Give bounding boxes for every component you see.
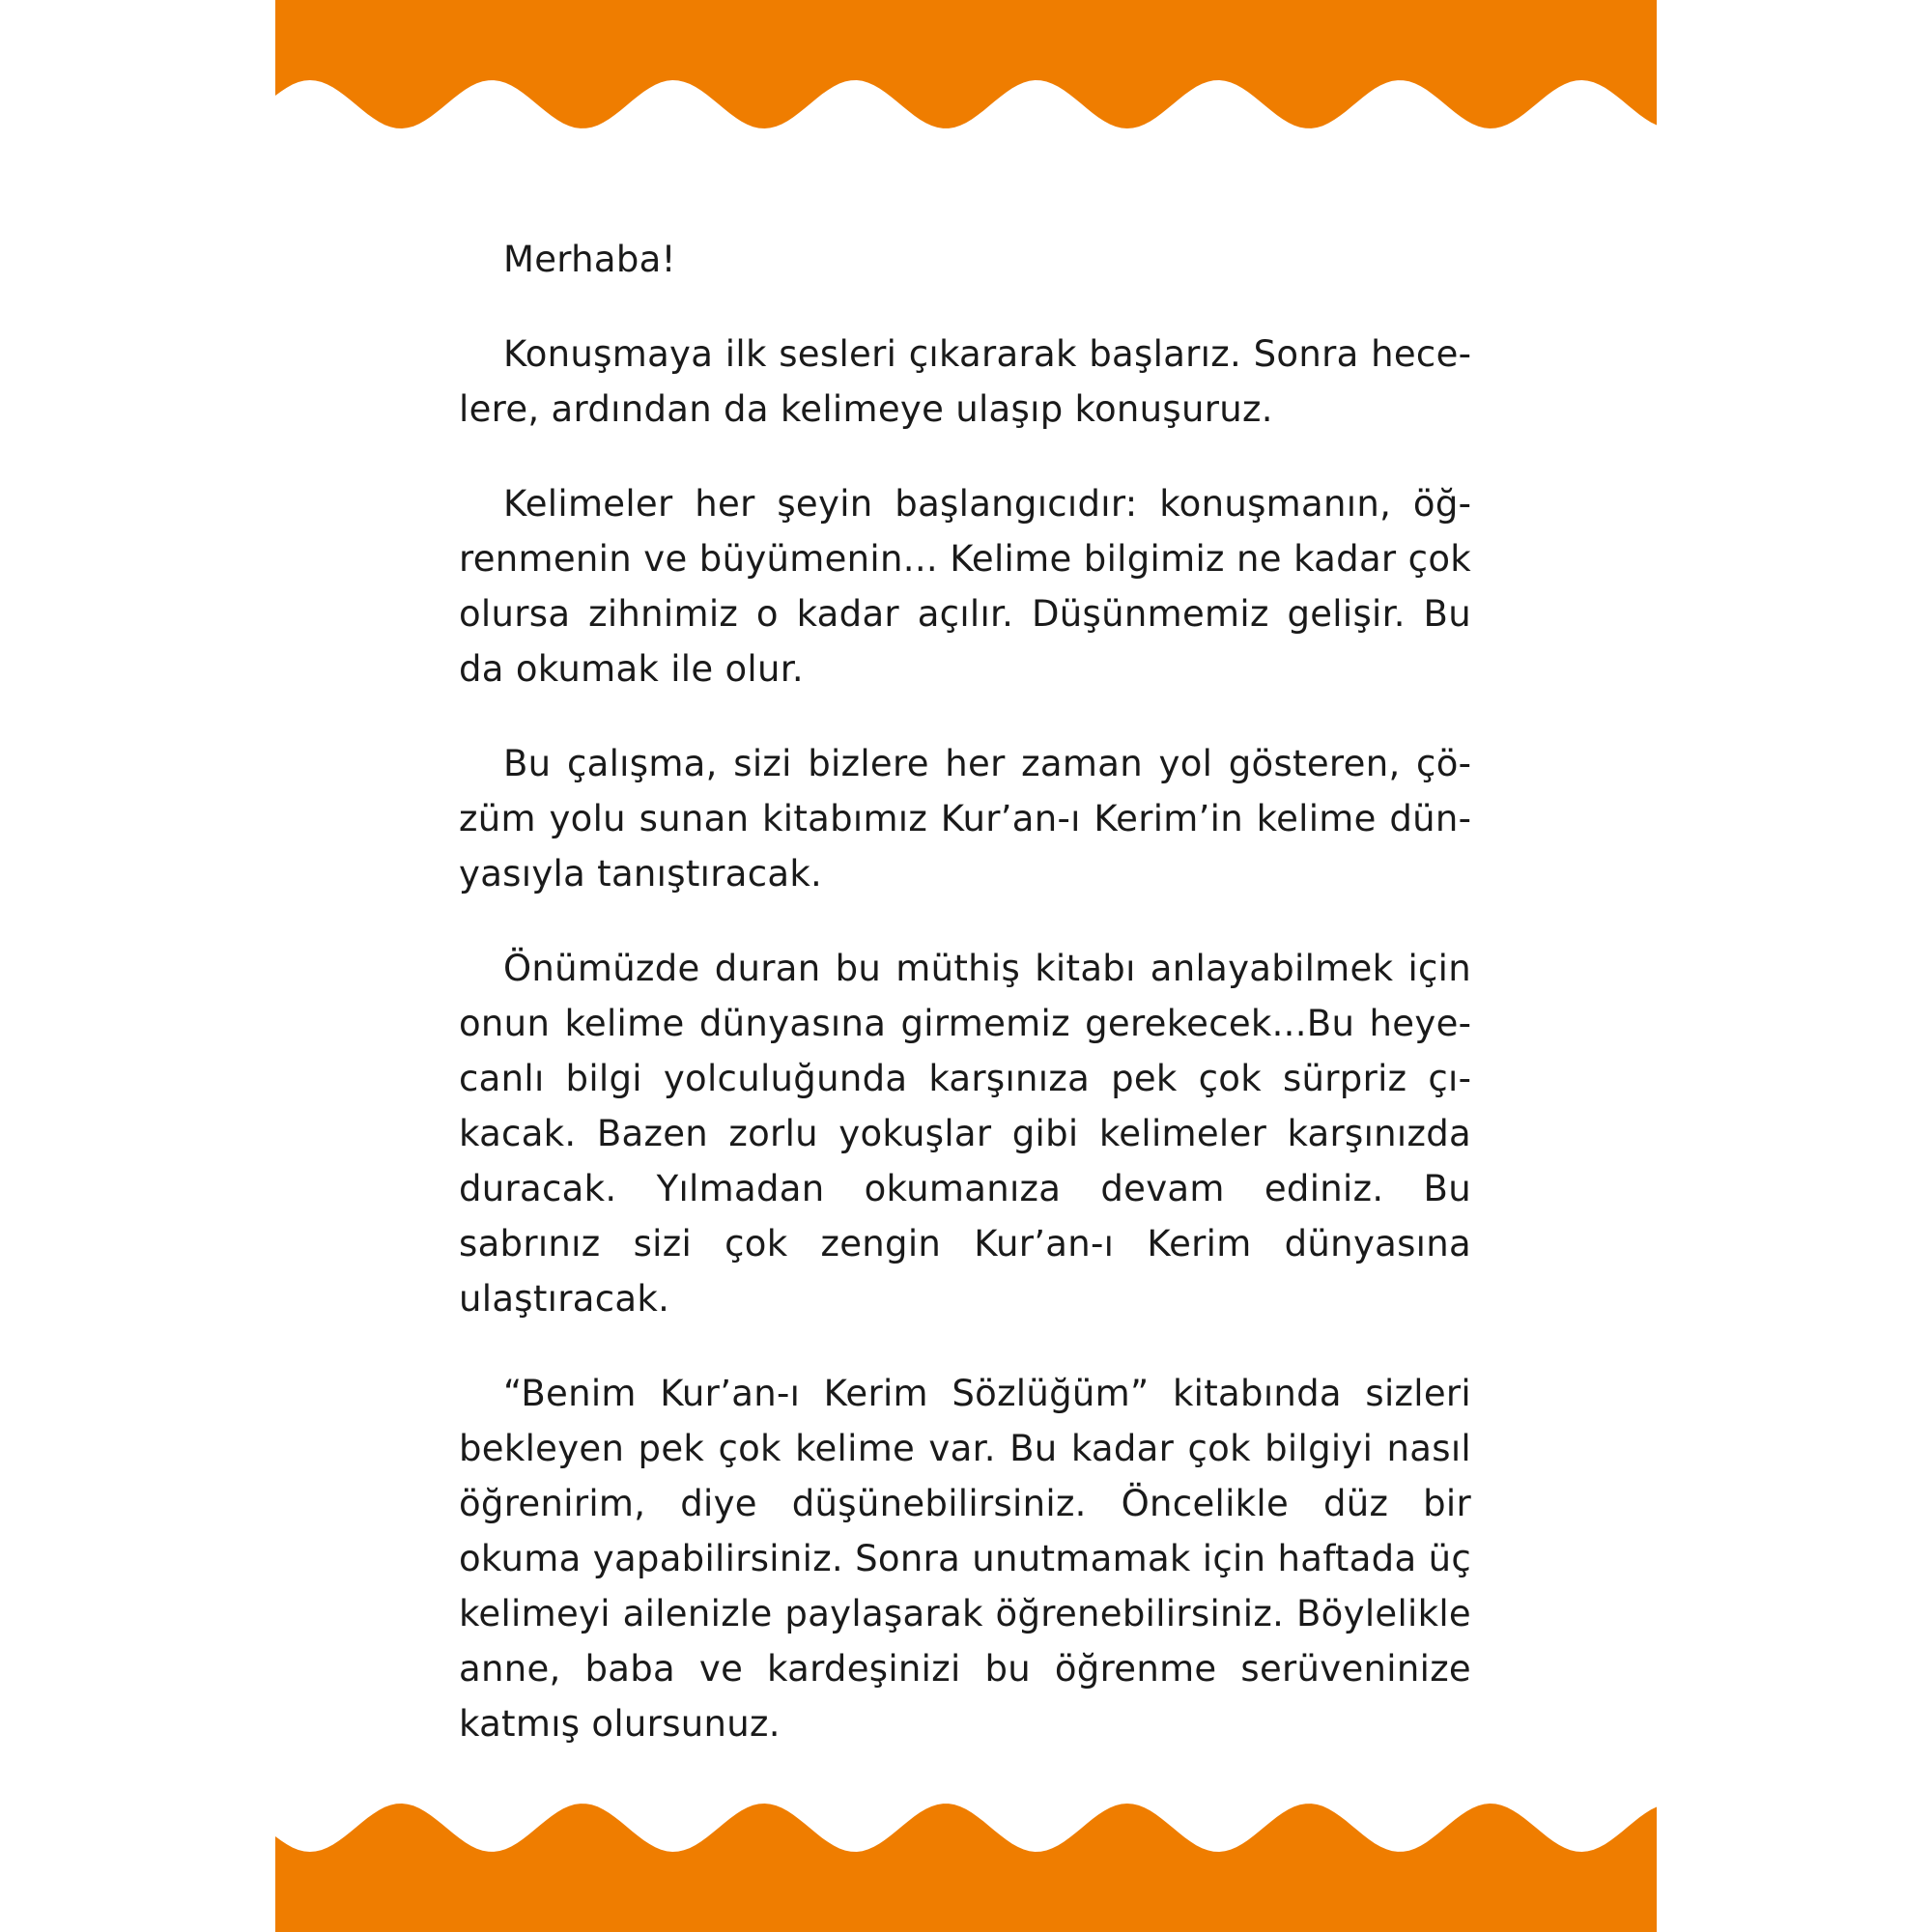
top-wave-border bbox=[275, 0, 1657, 135]
paragraph-words: Kelimeler her şeyin başlangıcıdır: konuşmanın, öğrenmenin ve büyümenin... Kelime bilgimiz ne kadar çok olursa zihnimiz o kadar açılır. Düşünmemiz gelişir. Bu da okumak ile olur. bbox=[459, 483, 1471, 690]
paragraph-dictionary: “Benim Kur’an-ı Kerim Sözlüğüm” kitabında sizleri bekleyen pek çok kelime var. Bu kadar çok bilgiyi nasıl öğrenirim, diye düşünebilirsiniz. Öncelikle düz bir okuma yapabilirsiniz. Sonra unutmamak için haftada üç kelimeyi ailenizle paylaşarak öğrenebilirsiniz. Böylelikle anne, baba ve kardeşinizi bu öğrenme serüveninize katmış olursunuz. bbox=[459, 1373, 1471, 1745]
intro-text bbox=[459, 232, 1471, 1751]
paragraph-speaking: Konuşmaya ilk sesleri çıkararak başlarız. Sonra hecelere, ardından da kelimeye ulaşıp konuşuruz. bbox=[459, 333, 1471, 430]
book-page bbox=[275, 0, 1657, 1932]
top-wave-shape bbox=[275, 0, 1657, 128]
bottom-wave-border bbox=[275, 1797, 1657, 1932]
paragraph-journey: Önümüzde duran bu müthiş kitabı anlayabilmek için onun kelime dünyasına girmemiz gerekecek...Bu heyecanlı bilgi yolculuğunda karşınıza pek çok sürpriz çıkacak. Bazen zorlu yokuşlar gibi kelimeler karşınızda duracak. Yılmadan okumanıza devam ediniz. Bu sabrınız sizi çok zengin Kur’an-ı Kerim dünyasına ulaştıracak. bbox=[459, 948, 1471, 1320]
paragraph-study: Bu çalışma, sizi bizlere her zaman yol gösteren, çözüm yolu sunan kitabımız Kur’an-ı Kerim’in kelime dünyasıyla tanıştıracak. bbox=[459, 743, 1471, 895]
paragraph-greeting: Merhaba! bbox=[503, 239, 676, 280]
bottom-wave-shape bbox=[275, 1804, 1657, 1932]
